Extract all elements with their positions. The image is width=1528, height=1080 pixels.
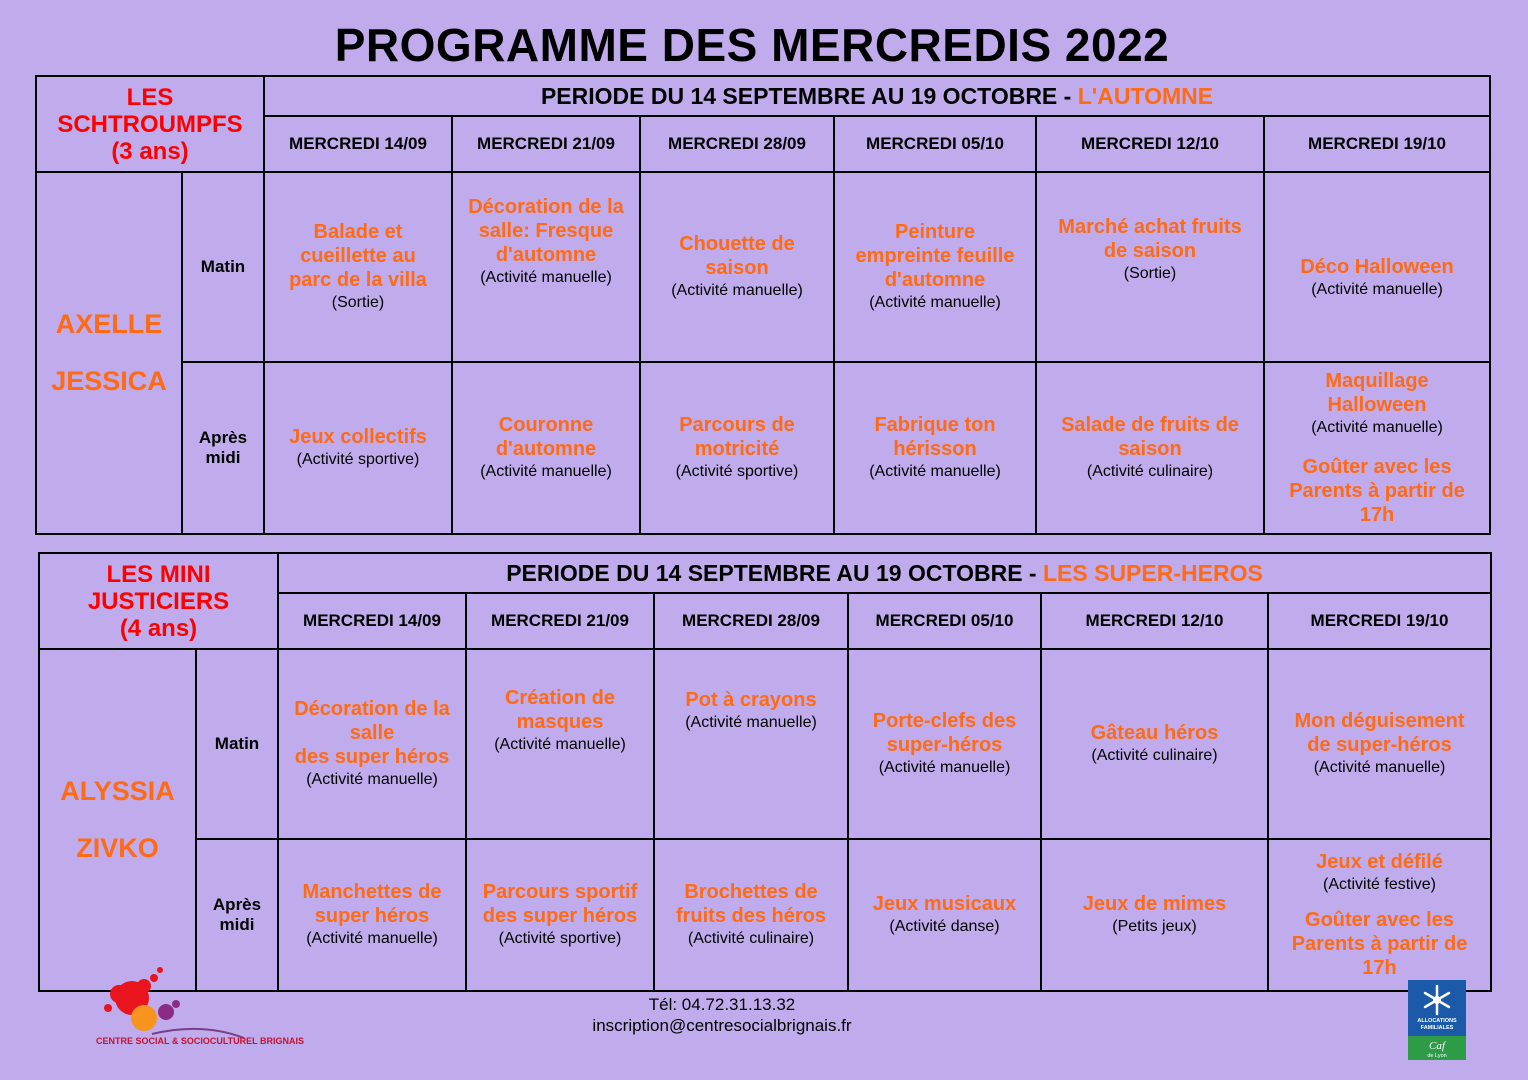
logo-purple-splash [158, 1004, 174, 1020]
period-header: PERIODE DU 14 SEPTEMBRE AU 19 OCTOBRE - L'AUTOMNE [264, 76, 1490, 116]
period-theme: LES SUPER-HEROS [1042, 559, 1263, 586]
activity-cell: Brochettes de fruits des héros (Activité culinaire) [654, 839, 848, 991]
period-header: PERIODE DU 14 SEPTEMBRE AU 19 OCTOBRE - LES SUPER-HEROS [278, 553, 1491, 593]
caf-logo [1408, 980, 1466, 1060]
day-header: MERCREDI 21/09 [466, 593, 654, 649]
day-header: MERCREDI 28/09 [654, 593, 848, 649]
activity-cell: Chouette de saison (Activité manuelle) [640, 172, 834, 362]
svg-text:FAMILIALES: FAMILIALES [1420, 1025, 1454, 1031]
afternoon-label: Après midi [196, 839, 278, 991]
activity-cell: Pot à crayons (Activité manuelle) [654, 649, 848, 839]
activity-cell: Mon déguisement de super-héros (Activité manuelle) [1268, 649, 1491, 839]
group-name: LES MINI JUSTICIERS (4 ans) [39, 553, 278, 649]
activity-cell: Peinture empreinte feuille d'automne (Activité manuelle) [834, 172, 1036, 362]
email-address[interactable]: inscription@centresocialbrignais.fr [592, 1016, 852, 1035]
activity-cell: Déco Halloween (Activité manuelle) [1264, 172, 1490, 362]
logo-orange-splash [131, 1005, 157, 1031]
group-name: LES SCHTROUMPFS (3 ans) [36, 76, 264, 172]
day-header: MERCREDI 12/10 [1041, 593, 1268, 649]
morning-label: Matin [182, 172, 264, 362]
activity-cell: Jeux collectifs (Activité sportive) [264, 362, 452, 534]
activity-cell: Balade et cueillette au parc de la villa (Sortie) [264, 172, 452, 362]
logo-text: CENTRE SOCIAL & SOCIOCULTUREL BRIGNAIS [96, 1036, 305, 1046]
schedule-table-2 [38, 552, 1492, 992]
animators: ALYSSIA ZIVKO [39, 649, 196, 991]
day-header: MERCREDI 19/10 [1264, 116, 1490, 172]
schedule-table-1 [35, 75, 1491, 535]
day-header: MERCREDI 05/10 [848, 593, 1041, 649]
period-theme: L'AUTOMNE [1077, 82, 1214, 109]
activity-cell: Marché achat fruits de saison (Sortie) [1036, 172, 1264, 362]
activity-cell: Jeux et défilé (Activité festive) Goûter avec les Parents à partir de 17h [1268, 839, 1491, 991]
day-header: MERCREDI 05/10 [834, 116, 1036, 172]
activity-cell: Maquillage Halloween (Activité manuelle) Goûter avec les Parents à partir de 17h [1264, 362, 1490, 534]
activity-cell: Jeux musicaux (Activité danse) [848, 839, 1041, 991]
morning-label: Matin [196, 649, 278, 839]
activity-cell: Couronne d'automne (Activité manuelle) [452, 362, 640, 534]
activity-cell: Décoration de la salle: Fresque d'automne (Activité manuelle) [452, 172, 640, 362]
activity-cell: Création de masques (Activité manuelle) [466, 649, 654, 839]
svg-text:Caf: Caf [1429, 1040, 1445, 1052]
day-header: MERCREDI 12/10 [1036, 116, 1264, 172]
afternoon-label: Après midi [182, 362, 264, 534]
svg-text:ALLOCATIONS: ALLOCATIONS [1417, 1018, 1457, 1024]
activity-cell: Manchettes de super héros (Activité manuelle) [278, 839, 466, 991]
activity-cell: Gâteau héros (Activité culinaire) [1041, 649, 1268, 839]
svg-text:de Lyon: de Lyon [1427, 1053, 1447, 1059]
centre-social-logo [92, 964, 305, 1056]
day-header: MERCREDI 19/10 [1268, 593, 1491, 649]
activity-cell: Jeux de mimes (Petits jeux) [1041, 839, 1268, 991]
activity-cell: Décoration de la salle des super héros (Activité manuelle) [278, 649, 466, 839]
day-header: MERCREDI 28/09 [640, 116, 834, 172]
activity-cell: Salade de fruits de saison (Activité culinaire) [1036, 362, 1264, 534]
day-header: MERCREDI 14/09 [278, 593, 466, 649]
page-title: PROGRAMME DES MERCREDIS 2022 [334, 19, 1170, 71]
activity-cell: Parcours sportif des super héros (Activité sportive) [466, 839, 654, 991]
activity-cell: Fabrique ton hérisson (Activité manuelle) [834, 362, 1036, 534]
activity-cell: Porte-clefs des super-héros (Activité manuelle) [848, 649, 1041, 839]
day-header: MERCREDI 14/09 [264, 116, 452, 172]
animators: AXELLE JESSICA [36, 172, 182, 534]
phone-number: Tél: 04.72.31.13.32 [648, 995, 796, 1014]
day-header: MERCREDI 21/09 [452, 116, 640, 172]
activity-cell: Parcours de motricité (Activité sportive) [640, 362, 834, 534]
contact-info [520, 994, 924, 1036]
